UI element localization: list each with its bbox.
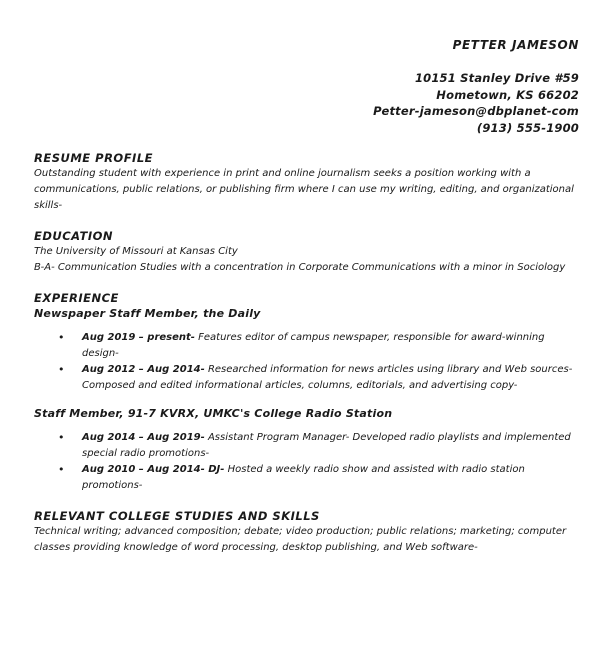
job-duty-text: Features editor of campus newspaper, responsible for award-winning design- (82, 332, 545, 359)
education-degree: B-A- Communication Studies with a concentration in Corporate Communications with a minor in Sociology (34, 262, 566, 273)
job-duties-list (34, 430, 582, 494)
job-duty-text: Researched information for news articles using library and Web sources- Composed and edited informational articles, columns, editorials, and advertising copy- (82, 364, 573, 391)
phone-number: (913) 555-1900 (476, 120, 579, 135)
education-school: The University of Missouri at Kansas City (34, 246, 238, 257)
address-line-2: Hometown, KS 66202 (436, 87, 579, 102)
list-item (58, 330, 582, 362)
job-title: Newspaper Staff Member, the Daily (34, 307, 261, 320)
profile-section (34, 150, 582, 214)
bullet-icon: • (58, 463, 65, 476)
skills-text: Technical writing; advanced composition; debate; video production; public relations; marketing; computer classes providing knowledge of word processing, desktop publishing, and Web software- (34, 526, 567, 553)
profile-text: Outstanding student with experience in print and online journalism seeks a position working with a communications, public relations, or publishing firm where I can use my writing, editing, and organizational skills- (34, 168, 574, 211)
education-heading: EDUCATION (34, 229, 114, 243)
list-item (58, 362, 582, 394)
address-line-1: 10151 Stanley Drive #59 (414, 71, 579, 85)
education-section (34, 228, 582, 276)
job-duty-text: Hosted a weekly radio show and assisted with radio station promotions- (82, 464, 525, 491)
skills-heading: RELEVANT COLLEGE STUDIES AND SKILLS (34, 509, 320, 523)
job-dates: Aug 2010 – Aug 2014- DJ- (82, 464, 225, 475)
applicant-name: PETTER JAMESON (452, 38, 579, 52)
list-item (58, 430, 582, 462)
job-title: Staff Member, 91-7 KVRX, UMKC's College Radio Station (34, 407, 393, 420)
bullet-icon: • (58, 431, 65, 444)
skills-section (34, 508, 582, 556)
email-address: Petter-jameson@dbplanet-com (373, 104, 579, 118)
resume-body (34, 150, 582, 570)
list-item (58, 462, 582, 494)
profile-heading: RESUME PROFILE (34, 151, 154, 165)
bullet-icon: • (58, 363, 65, 376)
experience-heading: EXPERIENCE (34, 291, 119, 305)
job-dates: Aug 2019 – present- (82, 332, 195, 343)
job-dates: Aug 2014 – Aug 2019- (82, 432, 205, 443)
job-duty-text: Assistant Program Manager- Developed radio playlists and implemented special radio promotions- (82, 432, 571, 459)
job-duties-list (34, 330, 582, 394)
resume-header (373, 38, 579, 136)
experience-section (34, 290, 582, 494)
bullet-icon: • (58, 331, 65, 344)
job-dates: Aug 2012 – Aug 2014- (82, 364, 205, 375)
